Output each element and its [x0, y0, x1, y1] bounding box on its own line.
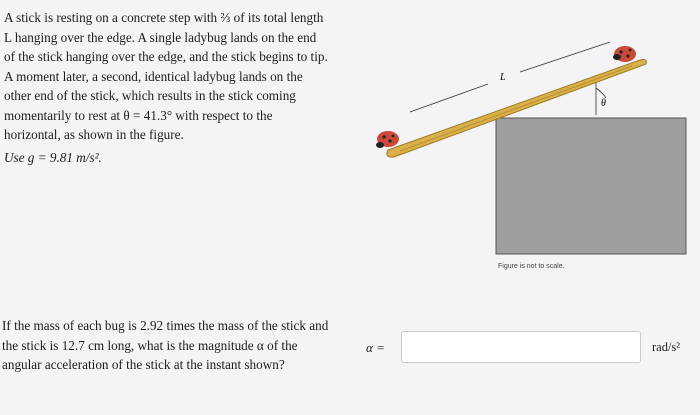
answer-input[interactable]: [401, 331, 641, 363]
ladybug-left: [376, 131, 399, 148]
problem-line: of the stick hanging over the edge, and the stick begins to tip.: [4, 49, 328, 64]
length-label: L: [500, 72, 506, 83]
gravity-given: Use g = 9.81 m/s².: [4, 150, 102, 165]
problem-line: other end of the stick, which results in the stick coming: [4, 88, 296, 103]
answer-label: α =: [366, 340, 385, 355]
stick-figure: [370, 20, 690, 260]
length-dimension-line: [410, 84, 488, 112]
question-line: If the mass of each bug is 2.92 times the mass of the stick and: [2, 318, 329, 333]
answer-unit: rad/s²: [652, 340, 681, 354]
length-dimension-line: [520, 42, 610, 72]
problem-line: horizontal, as shown in the figure.: [4, 127, 184, 142]
angle-label: θ: [601, 98, 606, 109]
problem-line: A moment later, a second, identical ladybug lands on the: [4, 68, 303, 84]
question-line: the stick is 12.7 cm long, what is the magnitude α of the: [2, 337, 298, 353]
problem-line: L hanging over the edge. A single ladybug lands on the end: [4, 29, 317, 45]
question-text: [2, 316, 352, 375]
ladybug-right: [613, 46, 636, 62]
concrete-step: [496, 118, 686, 254]
angle-arc: [596, 88, 606, 98]
figure-note: Figure is not to scale.: [498, 263, 565, 270]
problem-line: A stick is resting on a concrete step with ⅔ of its total length: [4, 10, 324, 25]
problem-statement: [4, 8, 344, 145]
problem-line: momentarily to rest at θ = 41.3° with respect to the: [4, 107, 273, 123]
question-line: angular acceleration of the stick at the instant shown?: [2, 357, 285, 372]
